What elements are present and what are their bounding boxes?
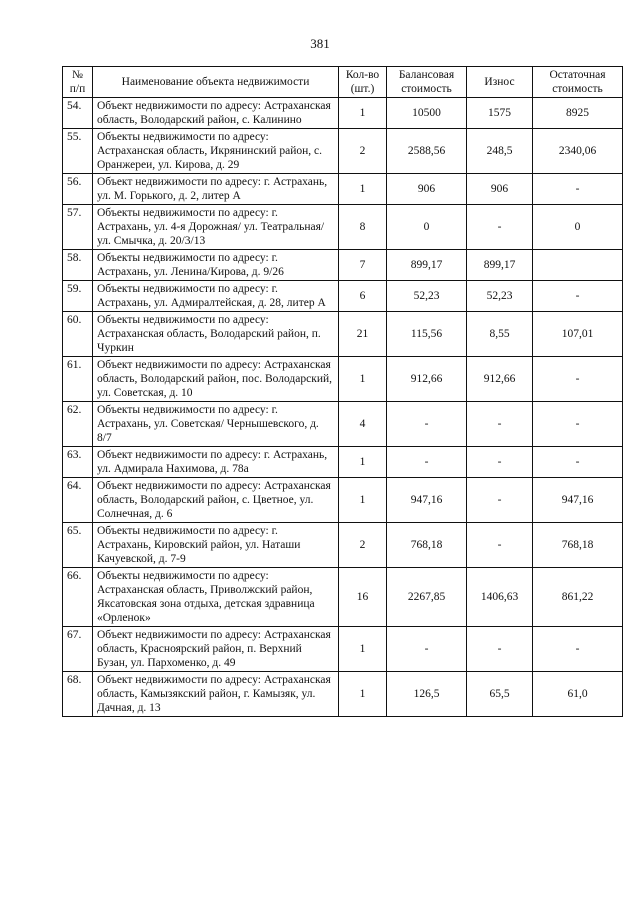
row-wear: - (467, 523, 533, 568)
row-residual: - (533, 174, 623, 205)
row-name: Объект недвижимости по адресу: Астраханская область, Красноярский район, п. Верхний Бузан, ул. Пархоменко, д. 49 (93, 627, 339, 672)
page-number: 381 (310, 36, 330, 51)
row-name: Объекты недвижимости по адресу: г. Астрахань, ул. Ленина/Кирова, д. 9/26 (93, 250, 339, 281)
row-wear: 248,5 (467, 129, 533, 174)
row-name: Объекты недвижимости по адресу: г. Астрахань, ул. Адмиралтейская, д. 28, литер А (93, 281, 339, 312)
table-header-row (63, 67, 623, 98)
row-wear: 1406,63 (467, 568, 533, 627)
row-residual: - (533, 357, 623, 402)
row-wear: - (467, 478, 533, 523)
row-balance: 10500 (387, 98, 467, 129)
property-table (62, 66, 623, 717)
row-residual: 861,22 (533, 568, 623, 627)
row-qty: 1 (339, 478, 387, 523)
row-qty: 4 (339, 402, 387, 447)
row-balance: - (387, 447, 467, 478)
row-residual: - (533, 281, 623, 312)
row-num: 63. (63, 447, 93, 478)
row-qty: 16 (339, 568, 387, 627)
row-wear: 906 (467, 174, 533, 205)
row-num: 65. (63, 523, 93, 568)
row-balance: - (387, 627, 467, 672)
row-qty: 2 (339, 129, 387, 174)
table-row (63, 281, 623, 312)
table-row (63, 129, 623, 174)
row-balance: 906 (387, 174, 467, 205)
row-residual: - (533, 447, 623, 478)
row-qty: 1 (339, 447, 387, 478)
row-wear: - (467, 402, 533, 447)
row-name: Объекты недвижимости по адресу: г. Астрахань, Кировский район, ул. Наташи Качуевской, д. 7-9 (93, 523, 339, 568)
row-qty: 1 (339, 627, 387, 672)
row-num: 56. (63, 174, 93, 205)
row-balance: 2267,85 (387, 568, 467, 627)
row-name: Объекты недвижимости по адресу: Астраханская область, Приволжский район, Яксатовская зона отдыха, детская здравница «Орленок» (93, 568, 339, 627)
row-qty: 2 (339, 523, 387, 568)
row-num: 61. (63, 357, 93, 402)
row-balance: 947,16 (387, 478, 467, 523)
table-row (63, 447, 623, 478)
row-name: Объекты недвижимости по адресу: Астраханская область, Володарский район, п. Чуркин (93, 312, 339, 357)
row-balance: 768,18 (387, 523, 467, 568)
header-balance: Балансовая стоимость (387, 67, 467, 98)
row-qty: 6 (339, 281, 387, 312)
row-name: Объекты недвижимости по адресу: г. Астрахань, ул. 4-я Дорожная/ ул. Театральная/ул. Смычка, д. 20/3/13 (93, 205, 339, 250)
row-residual: 0 (533, 205, 623, 250)
row-residual: 107,01 (533, 312, 623, 357)
row-balance: 2588,56 (387, 129, 467, 174)
row-wear: - (467, 447, 533, 478)
row-residual: 8925 (533, 98, 623, 129)
row-balance: - (387, 402, 467, 447)
row-qty: 1 (339, 98, 387, 129)
row-name: Объекты недвижимости по адресу: Астраханская область, Икрянинский район, с. Оранжереи, ул. Кирова, д. 29 (93, 129, 339, 174)
row-num: 62. (63, 402, 93, 447)
header-residual: Остаточная стоимость (533, 67, 623, 98)
row-qty: 1 (339, 672, 387, 717)
row-wear: 65,5 (467, 672, 533, 717)
row-qty: 7 (339, 250, 387, 281)
table-row (63, 357, 623, 402)
row-name: Объект недвижимости по адресу: Астраханская область, Володарский район, пос. Володарский, ул. Советская, д. 10 (93, 357, 339, 402)
row-name: Объекты недвижимости по адресу: г. Астрахань, ул. Советская/ Чернышевского, д. 8/7 (93, 402, 339, 447)
row-residual: 768,18 (533, 523, 623, 568)
header-name: Наименование объекта недвижимости (93, 67, 339, 98)
table-row (63, 174, 623, 205)
row-name: Объект недвижимости по адресу: Астраханская область, Володарский район, с. Цветное, ул. Солнечная, д. 6 (93, 478, 339, 523)
row-qty: 8 (339, 205, 387, 250)
row-name: Объект недвижимости по адресу: г. Астрахань, ул. М. Горького, д. 2, литер А (93, 174, 339, 205)
table-row (63, 402, 623, 447)
row-num: 57. (63, 205, 93, 250)
row-balance: 126,5 (387, 672, 467, 717)
table-row (63, 312, 623, 357)
table-row (63, 478, 623, 523)
row-num: 55. (63, 129, 93, 174)
table-row (63, 98, 623, 129)
row-num: 60. (63, 312, 93, 357)
row-balance: 899,17 (387, 250, 467, 281)
row-residual: - (533, 627, 623, 672)
row-wear: 912,66 (467, 357, 533, 402)
row-residual: 2340,06 (533, 129, 623, 174)
row-residual (533, 250, 623, 281)
row-residual: - (533, 402, 623, 447)
row-qty: 1 (339, 174, 387, 205)
row-balance: 0 (387, 205, 467, 250)
header-qty: Кол-во (шт.) (339, 67, 387, 98)
row-num: 58. (63, 250, 93, 281)
row-num: 68. (63, 672, 93, 717)
row-num: 54. (63, 98, 93, 129)
row-qty: 21 (339, 312, 387, 357)
table-row (63, 523, 623, 568)
row-num: 67. (63, 627, 93, 672)
row-name: Объект недвижимости по адресу: Астраханская область, Володарский район, с. Калинино (93, 98, 339, 129)
row-qty: 1 (339, 357, 387, 402)
header-num: № п/п (63, 67, 93, 98)
row-residual: 947,16 (533, 478, 623, 523)
row-balance: 52,23 (387, 281, 467, 312)
table-row (63, 672, 623, 717)
row-name: Объект недвижимости по адресу: Астраханская область, Камызякский район, г. Камызяк, ул. Дачная, д. 13 (93, 672, 339, 717)
table-row (63, 205, 623, 250)
row-num: 64. (63, 478, 93, 523)
row-num: 66. (63, 568, 93, 627)
row-wear: 899,17 (467, 250, 533, 281)
header-wear: Износ (467, 67, 533, 98)
row-name: Объект недвижимости по адресу: г. Астрахань, ул. Адмирала Нахимова, д. 78а (93, 447, 339, 478)
row-balance: 115,56 (387, 312, 467, 357)
table-row (63, 627, 623, 672)
row-residual: 61,0 (533, 672, 623, 717)
row-num: 59. (63, 281, 93, 312)
row-wear: 8,55 (467, 312, 533, 357)
row-wear: - (467, 627, 533, 672)
table-row (63, 568, 623, 627)
row-wear: - (467, 205, 533, 250)
row-wear: 52,23 (467, 281, 533, 312)
table-row (63, 250, 623, 281)
row-wear: 1575 (467, 98, 533, 129)
row-balance: 912,66 (387, 357, 467, 402)
